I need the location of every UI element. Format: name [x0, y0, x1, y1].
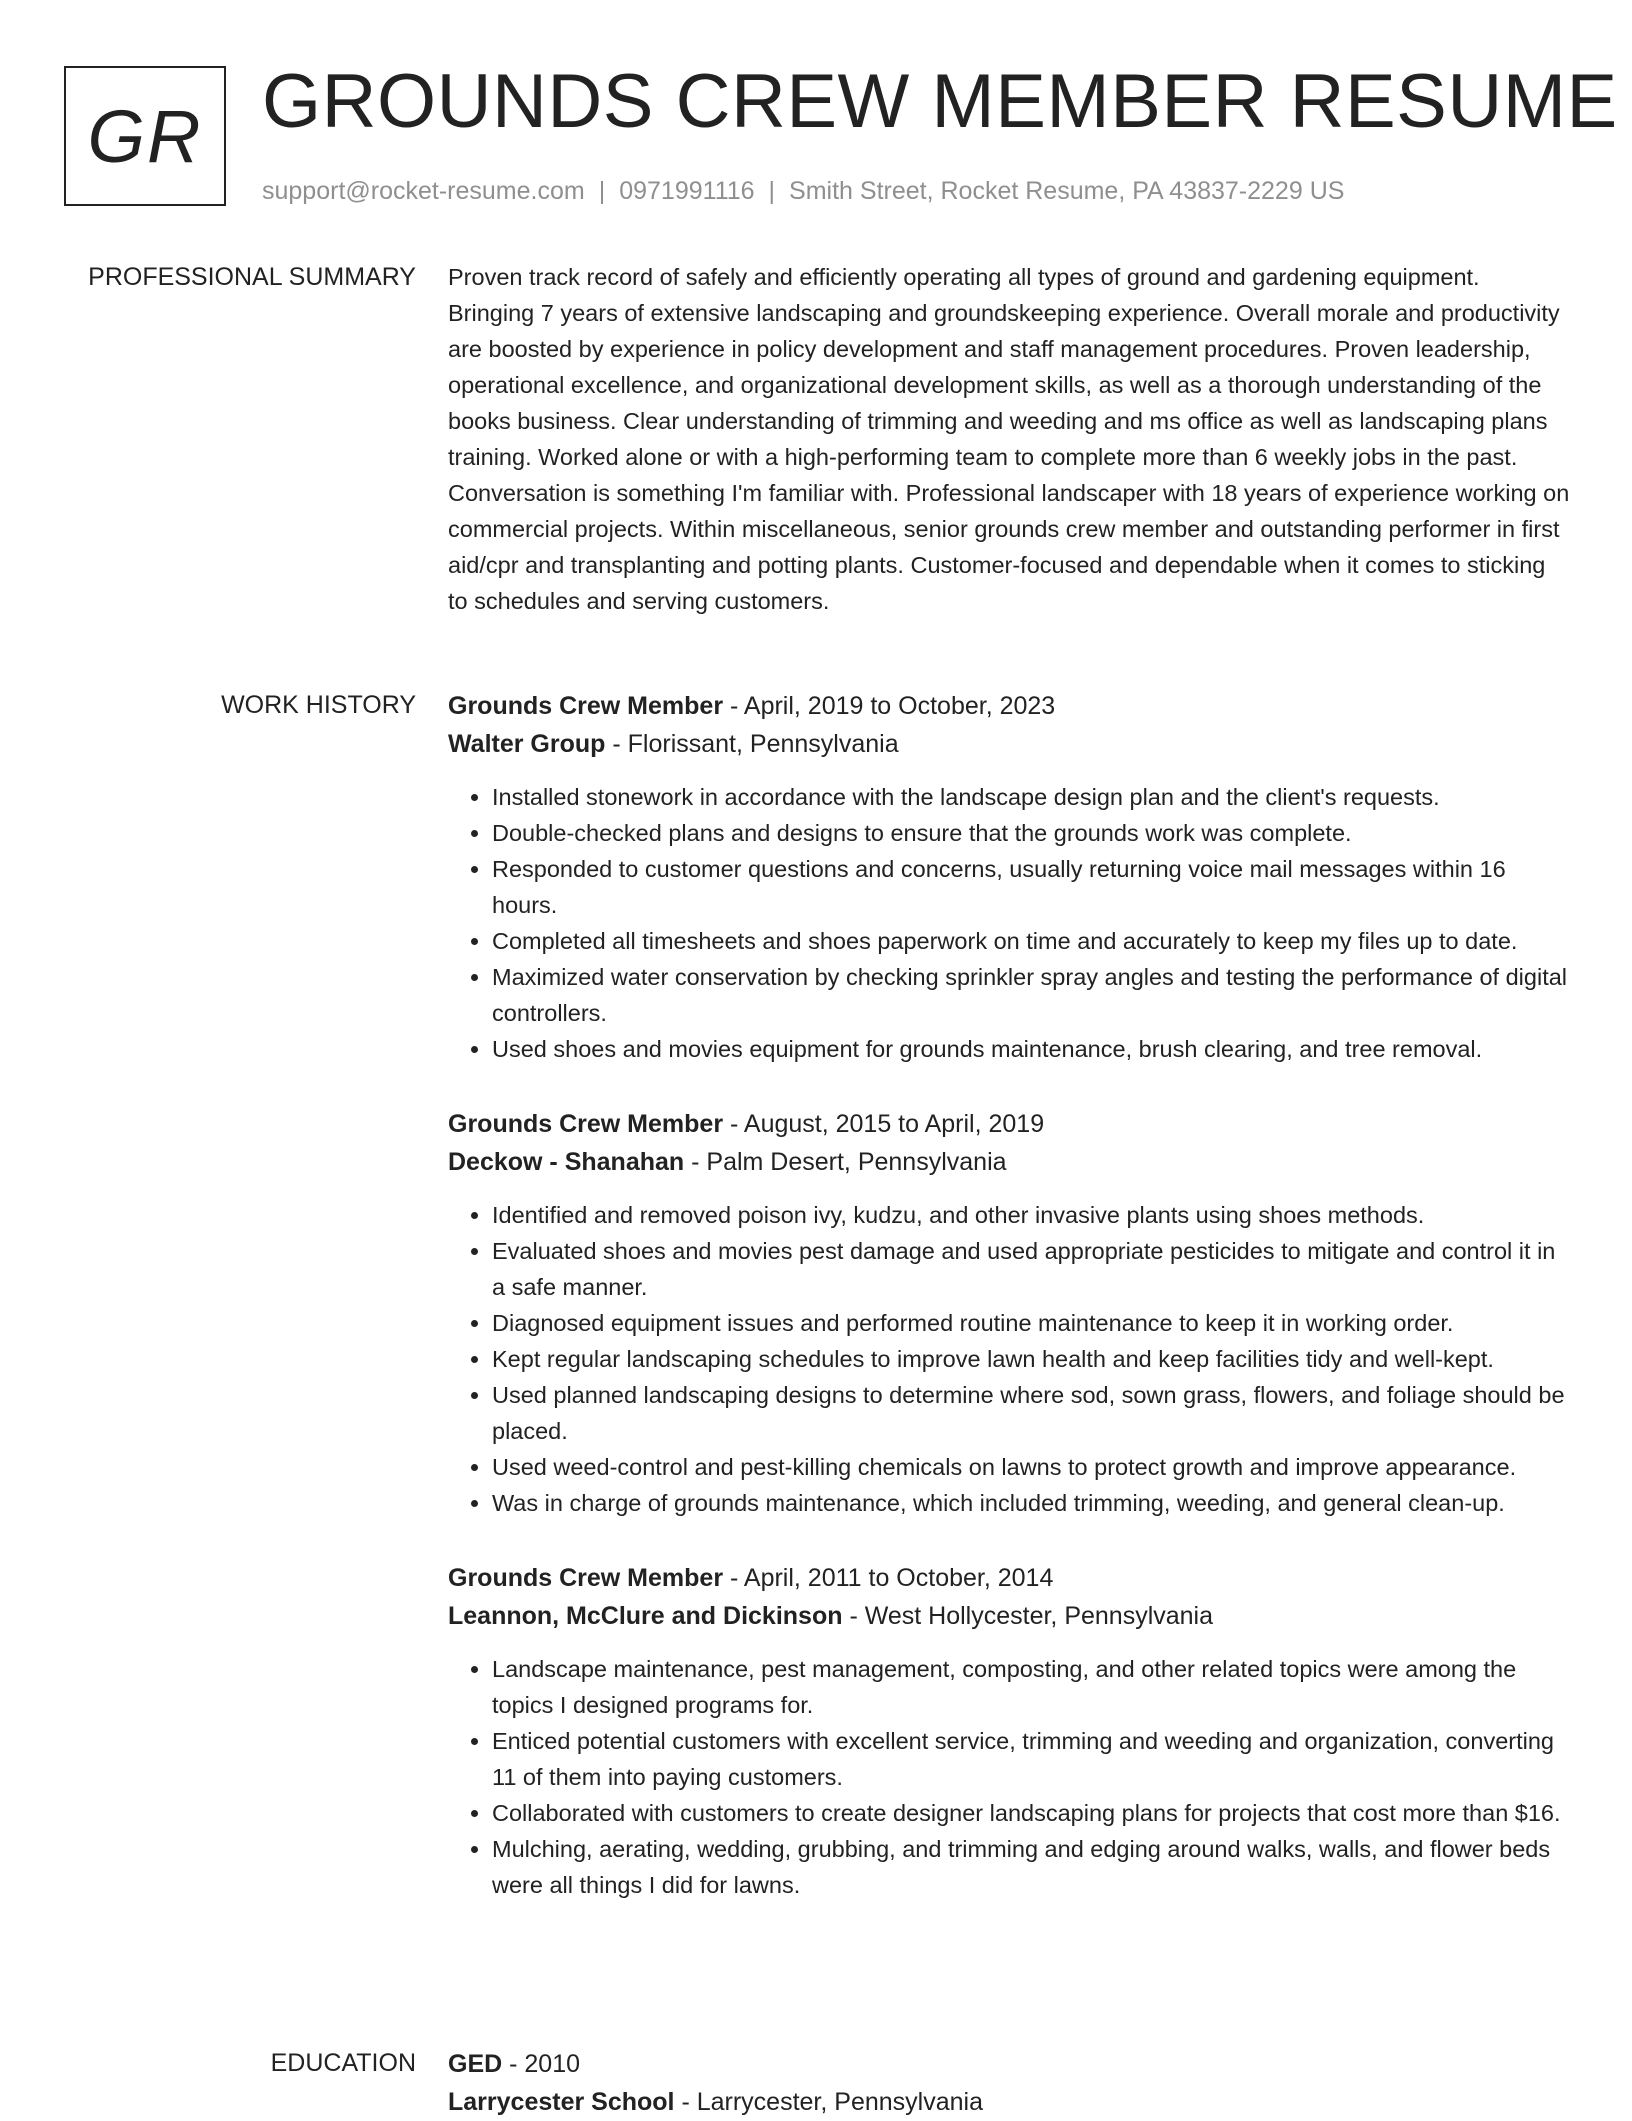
education-degree: GED [448, 2050, 503, 2078]
contact-address: Smith Street, Rocket Resume, PA 43837-2229 US [789, 177, 1345, 205]
section-label-education: EDUCATION [270, 2049, 416, 2077]
section-label-work-history: WORK HISTORY [221, 691, 416, 719]
job-bullet: • Completed all timesheets and shoes paperwork on time and accurately to keep my files up to date. [492, 923, 1570, 959]
job-dates: - April, 2019 to October, 2023 [723, 692, 1056, 720]
resume-title: GROUNDS CREW MEMBER RESUME [262, 59, 1618, 144]
education-location: - Larrycester, Pennsylvania [674, 2088, 983, 2116]
education-school-line [448, 2083, 1570, 2121]
job-entry [448, 1105, 1570, 1521]
job-bullet: • Kept regular landscaping schedules to improve lawn health and keep facilities tidy and well-kept. [492, 1341, 1570, 1377]
job-dates: - August, 2015 to April, 2019 [723, 1110, 1045, 1138]
job-entry [448, 687, 1570, 1067]
contact-line [262, 174, 1344, 208]
education-year: - 2010 [502, 2050, 581, 2078]
job-location: - Palm Desert, Pennsylvania [684, 1148, 1007, 1176]
job-bullet: • Identified and removed poison ivy, kudzu, and other invasive plants using shoes methods. [492, 1197, 1570, 1233]
job-bullet: • Collaborated with customers to create designer landscaping plans for projects that cost more than $16. [492, 1795, 1570, 1831]
job-title-line [448, 687, 1570, 725]
education-body [448, 2045, 1570, 2121]
summary-body [448, 259, 1570, 619]
job-bullet: • Responded to customer questions and concerns, usually returning voice mail messages within 16 hours. [492, 851, 1570, 923]
work-history-body [448, 687, 1570, 1941]
job-company-line [448, 725, 1570, 763]
job-bullet: • Enticed potential customers with excellent service, trimming and weeding and organization, converting 11 of them into paying customers. [492, 1723, 1570, 1795]
job-bullet: • Evaluated shoes and movies pest damage and used appropriate pesticides to mitigate and control it in a safe manner. [492, 1233, 1570, 1305]
job-company: Deckow - Shanahan [448, 1148, 685, 1176]
education-school: Larrycester School [448, 2088, 675, 2116]
contact-separator: | [598, 177, 606, 205]
job-bullet: • Used planned landscaping designs to determine where sod, sown grass, flowers, and foliage should be placed. [492, 1377, 1570, 1449]
job-bullet: • Diagnosed equipment issues and performed routine maintenance to keep it in working order. [492, 1305, 1570, 1341]
monogram-logo: GR [64, 66, 226, 206]
job-title: Grounds Crew Member [448, 1564, 724, 1592]
job-title-line [448, 1559, 1570, 1597]
job-bullets [448, 779, 1570, 1067]
job-title-line [448, 1105, 1570, 1143]
job-company-line [448, 1597, 1570, 1635]
job-dates: - April, 2011 to October, 2014 [723, 1564, 1054, 1592]
contact-email[interactable]: support@rocket-resume.com [262, 177, 585, 205]
summary-text: Proven track record of safely and efficiently operating all types of ground and gardening equipment. Bringing 7 years of extensive landscaping and groundskeeping experience. Overall morale and productivity are boosted by experience in policy development and staff management procedures. Proven leadership, operational excellence, and organizational development skills, as well as a thorough understanding of the books business. Clear understanding of trimming and weeding and ms office as well as landscaping plans training. Worked alone or with a high-performing team to complete more than 6 weekly jobs in the past. Conversation is something I'm familiar with. Professional landscaper with 18 years of experience working on commercial projects. Within miscellaneous, senior grounds crew member and outstanding performer in first aid/cpr and transplanting and potting plants. Customer-focused and dependable when it comes to sticking to schedules and serving customers. [448, 264, 1570, 614]
job-company: Leannon, McClure and Dickinson [448, 1602, 843, 1630]
education-degree-line [448, 2045, 1570, 2083]
contact-separator: | [768, 177, 776, 205]
job-title: Grounds Crew Member [448, 1110, 724, 1138]
job-location: - Florissant, Pennsylvania [605, 730, 899, 758]
job-bullet: • Landscape maintenance, pest management, composting, and other related topics were among the topics I designed programs for. [492, 1651, 1570, 1723]
job-location: - West Hollycester, Pennsylvania [842, 1602, 1214, 1630]
section-label-summary: PROFESSIONAL SUMMARY [88, 263, 416, 291]
job-bullet: • Used shoes and movies equipment for grounds maintenance, brush clearing, and tree removal. [492, 1031, 1570, 1067]
job-bullet: • Double-checked plans and designs to ensure that the grounds work was complete. [492, 815, 1570, 851]
contact-phone[interactable]: 0971991116 [619, 177, 755, 205]
job-company: Walter Group [448, 730, 606, 758]
job-bullet: • Mulching, aerating, wedding, grubbing, and trimming and edging around walks, walls, and flower beds were all things I did for lawns. [492, 1831, 1570, 1903]
job-bullet: • Installed stonework in accordance with the landscape design plan and the client's requests. [492, 779, 1570, 815]
job-title: Grounds Crew Member [448, 692, 724, 720]
job-entry [448, 1559, 1570, 1903]
job-company-line [448, 1143, 1570, 1181]
job-bullet: • Used weed-control and pest-killing chemicals on lawns to protect growth and improve appearance. [492, 1449, 1570, 1485]
job-bullets [448, 1197, 1570, 1521]
job-bullet: • Was in charge of grounds maintenance, which included trimming, weeding, and general clean-up. [492, 1485, 1570, 1521]
job-bullets [448, 1651, 1570, 1903]
job-bullet: • Maximized water conservation by checking sprinkler spray angles and testing the performance of digital controllers. [492, 959, 1570, 1031]
